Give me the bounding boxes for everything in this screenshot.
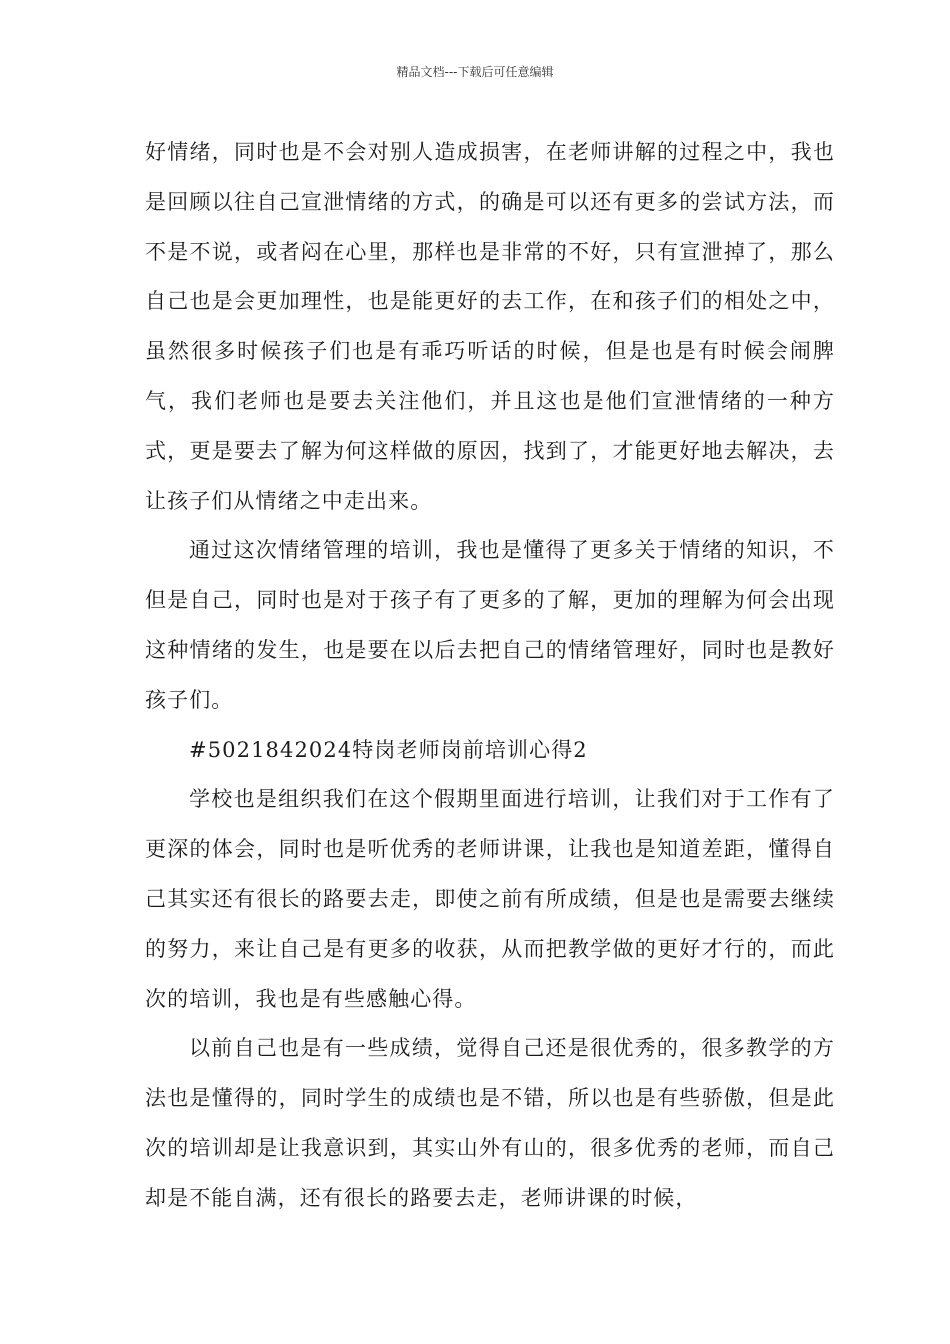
document-body xyxy=(145,128,835,1224)
paragraph: 以前自己也是有一些成绩，觉得自己还是很优秀的，很多教学的方法也是懂得的，同时学生的成绩也是不错，所以也是有些骄傲，但是此次的培训却是让我意识到，其实山外有山的，很多优秀的老师，而自己却是不能自满，还有很长的路要去走，老师讲课的时候， xyxy=(145,1036,835,1210)
section-heading: #5021842024特岗老师岗前培训心得2 xyxy=(189,737,588,762)
paragraph: 好情绪，同时也是不会对别人造成损害，在老师讲解的过程之中，我也是回顾以往自己宣泄情绪的方式，的确是可以还有更多的尝试方法，而不是不说，或者闷在心里，那样也是非常的不好，只有宣泄掉了，那么自己也是会更加理性，也是能更好的去工作，在和孩子们的相处之中，虽然很多时候孩子们也是有乖巧听话的时候，但是也是有时候会闹脾气，我们老师也是要去关注他们，并且这也是他们宣泄情绪的一种方式，更是要去了解为何这样做的原因，找到了，才能更好地去解决，去让孩子们从情绪之中走出来。 xyxy=(145,140,835,513)
paragraph: 学校也是组织我们在这个假期里面进行培训，让我们对于工作有了更深的体会，同时也是听优秀的老师讲课，让我也是知道差距，懂得自己其实还有很长的路要去走，即使之前有所成绩，但是也是需要去继续的努力，来让自己是有更多的收获，从而把教学做的更好才行的，而此次的培训，我也是有些感触心得。 xyxy=(145,787,835,1011)
paragraph: 通过这次情绪管理的培训，我也是懂得了更多关于情绪的知识，不但是自己，同时也是对于孩子有了更多的了解，更加的理解为何会出现这种情绪的发生，也是要在以后去把自己的情绪管理好，同时也是教好孩子们。 xyxy=(145,538,835,712)
page-header: 精品文档---下载后可任意编辑 xyxy=(396,65,554,79)
